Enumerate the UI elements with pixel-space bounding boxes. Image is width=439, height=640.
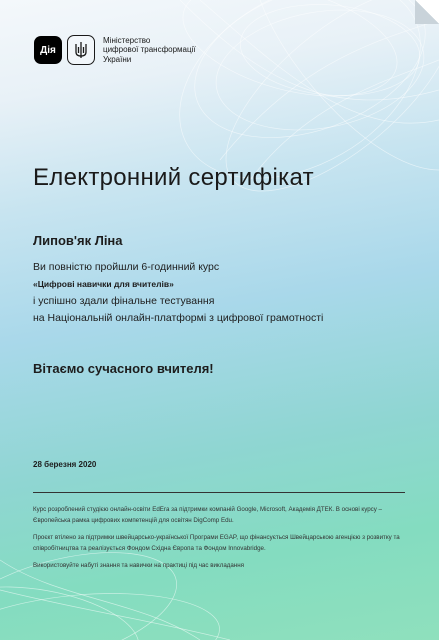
diia-logo: Дія	[34, 36, 62, 64]
footnotes	[33, 505, 405, 579]
greeting: Вітаємо сучасного вчителя!	[33, 361, 214, 376]
footnote-course-info: Курс розроблений студією онлайн-освіти EdEra за підтримки компаній Google, Microsoft, Академія ДТЕК. В основі курсу – Європейська рамка цифрових компетенцій для освітян DigComp Edu.	[33, 506, 383, 524]
folded-corner	[415, 0, 439, 24]
ministry-line-1: Міністерство	[103, 35, 151, 45]
body-line-1: Ви повністю пройшли 6-годинний курс	[33, 261, 220, 273]
header	[34, 35, 196, 65]
footnote-usage: Використовуйте набуті знання та навички на практиці під час викладання	[33, 562, 244, 569]
certificate-title: Електронний сертифікат	[33, 164, 314, 191]
issue-date: 28 березня 2020	[33, 460, 97, 469]
ministry-line-3: України	[103, 54, 132, 64]
body-line-4: на Національній онлайн-платформі з цифрової грамотності	[33, 312, 324, 324]
trident-icon	[67, 35, 95, 65]
trident-icon-graphic	[74, 41, 88, 59]
ministry-name	[103, 36, 196, 65]
divider	[33, 492, 405, 493]
body-line-3: і успішно здали фінальне тестування	[33, 295, 215, 307]
course-name: «Цифрові навички для вчителів»	[33, 279, 174, 289]
recipient-name: Липов'як Ліна	[33, 233, 123, 248]
ministry-line-2: цифрової трансформації	[103, 45, 196, 55]
certificate-body	[33, 259, 423, 327]
footnote-project-support: Проєкт втілено за підтримки швейцарсько-української Програми EGAP, що фінансується Швейцарською агенцією з розвитку та співробітництва та реалізується Фондом Східна Європа та Фондом Innovabridge.	[33, 534, 400, 552]
